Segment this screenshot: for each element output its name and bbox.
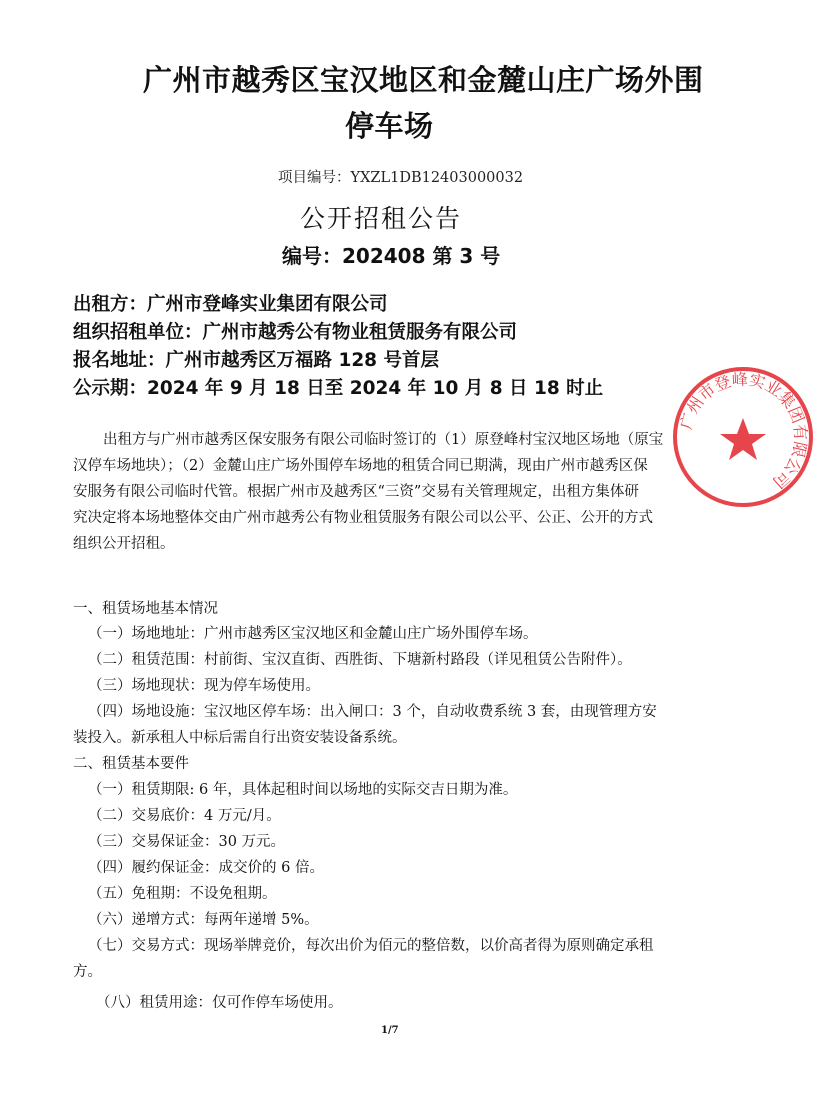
publicity-period: 公示期：2024 年 9 月 18 日至 2024 年 10 月 8 日 18 时止	[73, 378, 604, 399]
intro-line: 汉停车场地块）；（2）金麓山庄广场外围停车场地的租赁合同已期满，现由广州市越秀区保	[73, 458, 648, 474]
section1-item: （一）场地地址：广州市越秀区宝汉地区和金麓山庄广场外围停车场。	[88, 626, 538, 642]
document-title-line2: 停车场	[345, 109, 434, 143]
intro-line: 出租方与广州市越秀区保安服务有限公司临时签订的（1）原登峰村宝汉地区场地（原宝	[103, 432, 664, 448]
notice-number: 编号：202408 第 3 号	[282, 244, 501, 268]
project-number: 项目编号：YXZL1DB12403000032	[278, 170, 524, 186]
intro-line: 安服务有限公司临时代管。根据广州市及越秀区“三资”交易有关管理规定，出租方集体研	[73, 484, 639, 500]
section2-heading: 二、租赁基本要件	[73, 756, 189, 772]
section1-item: （三）场地现状：现为停车场使用。	[88, 678, 320, 694]
section1-item: 装投入。新承租人中标后需自行出资安装设备系统。	[73, 730, 407, 746]
section2-item: （一）租赁期限: 6 年，具体起租时间以场地的实际交吉日期为准。	[88, 782, 518, 798]
section2-item: （二）交易底价：4 万元/月。	[88, 808, 281, 824]
intro-line: 究决定将本场地整体交由广州市越秀公有物业租赁服务有限公司以公平、公正、公开的方式	[73, 510, 653, 526]
section2-item: （七）交易方式：现场举牌竞价，每次出价为佰元的整倍数，以价高者得为原则确定承租	[88, 938, 654, 954]
document-title-line1: 广州市越秀区宝汉地区和金麓山庄广场外围	[143, 63, 704, 97]
section1-heading: 一、租赁场地基本情况	[73, 601, 218, 617]
registration-address: 报名地址：广州市越秀区万福路 128 号首层	[73, 350, 439, 371]
lessor: 出租方：广州市登峰实业集团有限公司	[73, 294, 388, 315]
intro-line: 组织公开招租。	[73, 536, 175, 552]
page-number: 1/7	[381, 1025, 399, 1036]
organizer: 组织招租单位：广州市越秀公有物业租赁服务有限公司	[73, 322, 518, 343]
section1-item: （四）场地设施：宝汉地区停车场：出入闸口：3 个，自动收费系统 3 套，由现管理方安	[88, 704, 657, 720]
section2-item: （三）交易保证金：30 万元。	[88, 834, 286, 850]
section1-item: （二）租赁范围：村前街、宝汉直街、西胜街、下塘新村路段（详见租赁公告附件）。	[88, 652, 632, 668]
section2-item: （八）租赁用途：仅可作停车场使用。	[96, 995, 343, 1011]
section2-item: 方。	[73, 964, 102, 980]
company-seal-stamp	[668, 362, 818, 512]
section2-item: （五）免租期：不设免租期。	[88, 886, 277, 902]
section2-item: （四）履约保证金：成交价的 6 倍。	[88, 860, 324, 876]
seal-text: 广州市登峰实业集团有限公司	[676, 369, 811, 493]
seal-star-icon	[720, 418, 766, 460]
notice-title: 公开招租公告	[300, 204, 463, 233]
section2-item: （六）递增方式：每两年递增 5%。	[88, 912, 319, 928]
